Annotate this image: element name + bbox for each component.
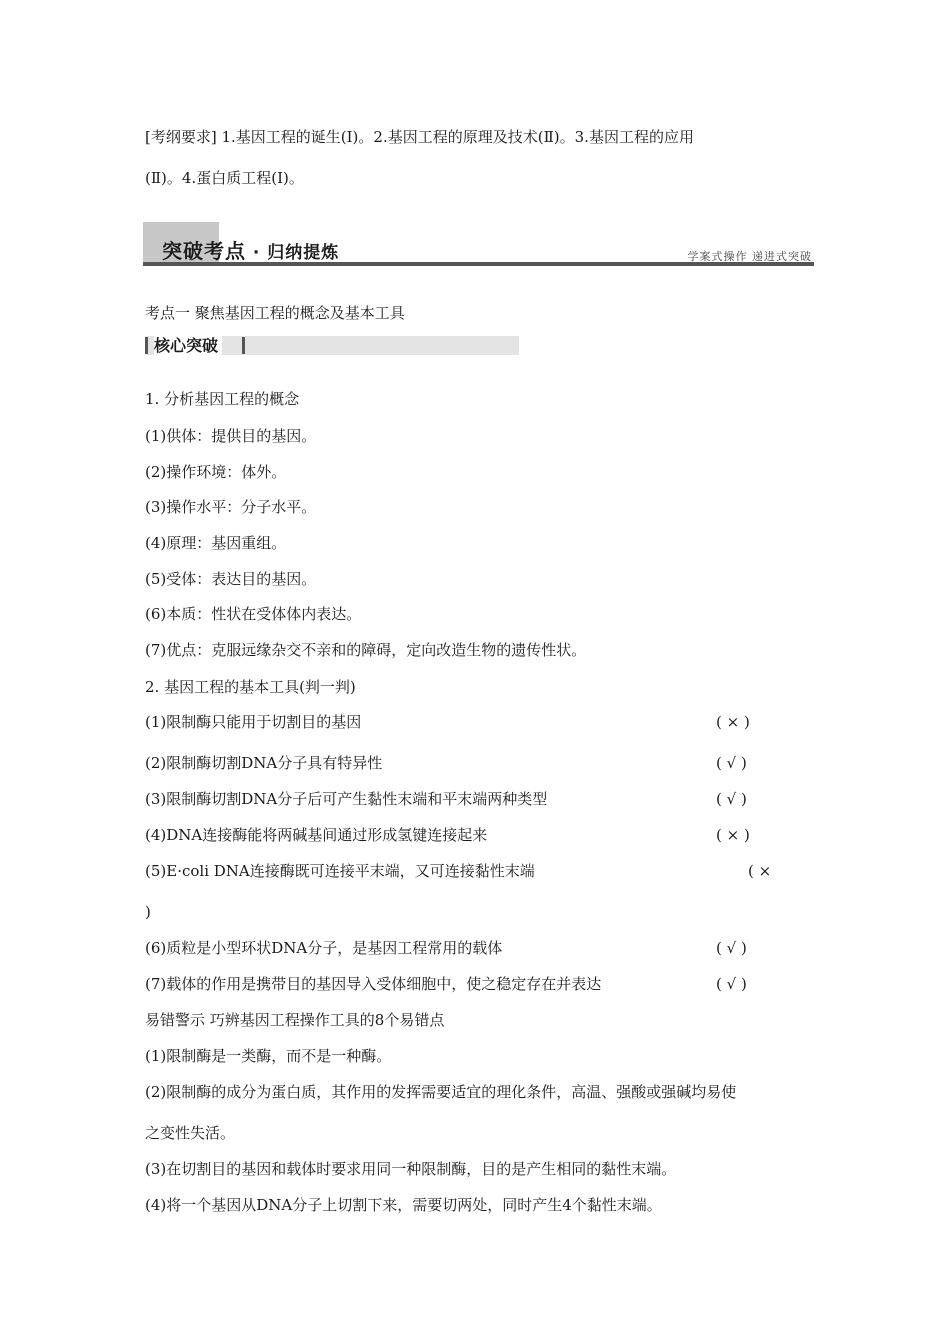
warning-item: (3)在切割目的基因和载体时要求用同一种限制酶，目的是产生相同的黏性末端。 xyxy=(145,1160,677,1178)
concept-item: (1)供体：提供目的基因。 xyxy=(145,427,317,445)
banner-title xyxy=(162,235,339,264)
exam-requirements-line-1: [考纲要求] 1.基因工程的诞生(Ⅰ)。2.基因工程的原理及技术(Ⅱ)。3.基因工程的应用 xyxy=(145,128,694,146)
warning-heading: 易错警示 巧辨基因工程操作工具的8个易错点 xyxy=(145,1011,445,1029)
core-bar-right xyxy=(242,337,245,354)
banner-title-sub: 归纳提炼 xyxy=(267,243,340,263)
judgment-mark: ( √ ) xyxy=(716,939,747,957)
judgment-item: (1)限制酶只能用于切割目的基因 xyxy=(145,713,362,731)
concept-item: (4)原理：基因重组。 xyxy=(145,534,287,552)
judgment-mark: ( √ ) xyxy=(716,790,747,808)
section1-heading: 1. 分析基因工程的概念 xyxy=(145,390,300,408)
judgment-mark: ( × ) xyxy=(716,713,750,731)
judgment-item: (7)载体的作用是携带目的基因导入受体细胞中，使之稳定存在并表达 xyxy=(145,975,602,993)
judgment-item: (4)DNA连接酶能将两碱基间通过形成氢键连接起来 xyxy=(145,826,488,844)
banner-slogan: 学案式操作 递进式突破 xyxy=(687,250,812,263)
banner-title-main: 突破考点 xyxy=(162,239,246,263)
exam-requirements-line-2: (Ⅱ)。4.蛋白质工程(Ⅰ)。 xyxy=(145,169,304,187)
judgment-mark-wrap: ) xyxy=(145,903,151,921)
warning-item: (4)将一个基因从DNA分子上切割下来，需要切两处，同时产生4个黏性末端。 xyxy=(145,1196,662,1214)
core-breakthrough-label: 核心突破 xyxy=(154,336,222,355)
section-banner xyxy=(143,222,814,268)
warning-item: (1)限制酶是一类酶，而不是一种酶。 xyxy=(145,1047,392,1065)
core-breakthrough-bar xyxy=(145,336,519,355)
judgment-item: (2)限制酶切割DNA分子具有特异性 xyxy=(145,754,383,772)
warning-item: (2)限制酶的成分为蛋白质，其作用的发挥需要适宜的理化条件，高温、强酸或强碱均易使 xyxy=(145,1083,737,1101)
core-bar-left xyxy=(145,337,148,354)
judgment-item: (5)E·coli DNA连接酶既可连接平末端，又可连接黏性末端 xyxy=(145,862,535,880)
concept-item: (7)优点：克服远缘杂交不亲和的障碍，定向改造生物的遗传性状。 xyxy=(145,641,587,659)
section2-heading: 2. 基因工程的基本工具(判一判) xyxy=(145,678,356,696)
topic-heading: 考点一 聚焦基因工程的概念及基本工具 xyxy=(145,304,405,322)
judgment-mark: ( √ ) xyxy=(716,975,747,993)
judgment-item: (6)质粒是小型环状DNA分子，是基因工程常用的载体 xyxy=(145,939,503,957)
judgment-item: (3)限制酶切割DNA分子后可产生黏性末端和平末端两种类型 xyxy=(145,790,548,808)
concept-item: (3)操作水平：分子水平。 xyxy=(145,498,317,516)
warning-item: 之变性失活。 xyxy=(145,1124,236,1142)
concept-item: (2)操作环境：体外。 xyxy=(145,463,287,481)
banner-title-dot: · xyxy=(246,243,268,263)
judgment-mark: ( × xyxy=(748,862,772,880)
judgment-mark: ( √ ) xyxy=(716,754,747,772)
concept-item: (5)受体：表达目的基因。 xyxy=(145,570,317,588)
concept-item: (6)本质：性状在受体体内表达。 xyxy=(145,605,362,623)
judgment-mark: ( × ) xyxy=(716,826,750,844)
